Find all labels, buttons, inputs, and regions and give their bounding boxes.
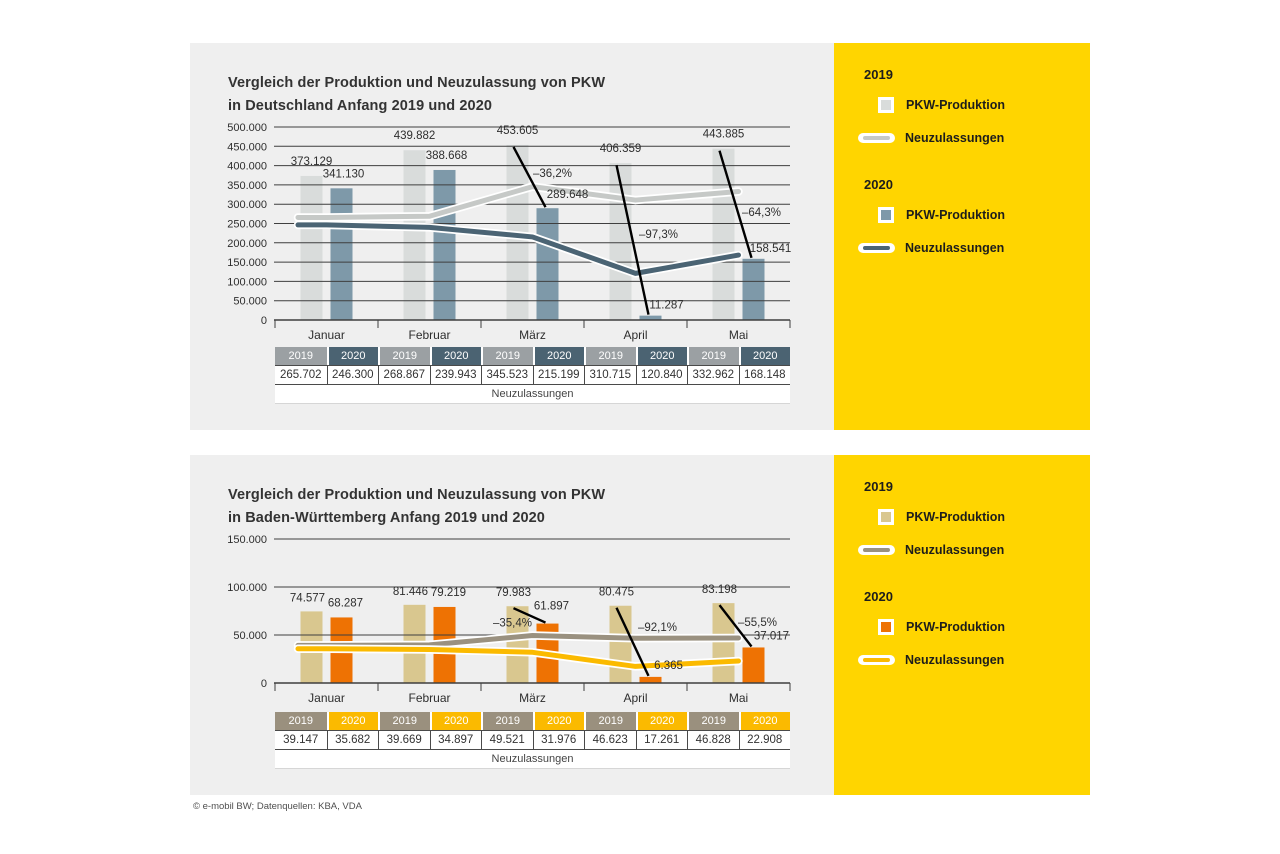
month-label: Januar xyxy=(308,328,345,342)
registrations-value-cell: 239.943 xyxy=(430,366,482,384)
registrations-value-cell: 120.840 xyxy=(636,366,688,384)
registrations-value-cell: 246.300 xyxy=(327,366,379,384)
legend-year-2019: 2019 xyxy=(864,479,893,494)
legend-year-2019: 2019 xyxy=(864,67,893,82)
registrations-value-cell: 268.867 xyxy=(378,366,430,384)
bar-value-label-2019: 443.885 xyxy=(702,128,745,141)
registrations-value-cell: 46.828 xyxy=(687,731,739,749)
bar-value-label-2020: 289.648 xyxy=(546,189,589,202)
y-axis-label: 400.000 xyxy=(227,160,267,173)
table-year-header-2019: 2019 xyxy=(481,347,533,365)
registrations-value-cell: 332.962 xyxy=(687,366,739,384)
legend-item-registrations-2019 xyxy=(858,543,1004,557)
bar-value-label-2020: 68.287 xyxy=(327,597,364,610)
bar-value-label-2020: 79.219 xyxy=(430,586,467,599)
percent-change-label: –36,2% xyxy=(532,168,573,181)
table-year-header-2020: 2020 xyxy=(533,712,585,730)
table-year-header-2020: 2020 xyxy=(430,712,482,730)
legend-panel-deutschland xyxy=(834,43,1090,430)
bar-production-2019 xyxy=(713,603,735,683)
table-year-header-2020: 2020 xyxy=(739,712,791,730)
bar-value-label-2020: 158.541 xyxy=(749,242,792,255)
percent-change-label: –92,1% xyxy=(637,621,678,634)
table-year-header-2020: 2020 xyxy=(533,347,585,365)
month-label: April xyxy=(623,328,648,342)
y-axis-label: 250.000 xyxy=(227,218,267,231)
production-2020-swatch-icon xyxy=(878,207,894,223)
registrations-table-baden-wuerttemberg xyxy=(275,712,790,769)
chart-panel-baden-wuerttemberg xyxy=(190,455,834,795)
registrations-value-cell: 345.523 xyxy=(481,366,533,384)
y-axis-label: 50.000 xyxy=(233,630,267,642)
registrations-table-deutschland xyxy=(275,347,790,404)
y-axis-label: 350.000 xyxy=(227,179,267,192)
bar-value-label-2020: 37.017 xyxy=(753,630,790,643)
bar-production-2020 xyxy=(743,259,765,320)
legend-item-registrations-2020 xyxy=(858,653,1004,667)
bar-value-label-2020: 388.668 xyxy=(425,149,468,162)
table-year-header-2020: 2020 xyxy=(327,347,379,365)
bar-value-label-2019: 453.605 xyxy=(496,124,539,137)
month-label: Mai xyxy=(728,328,749,342)
production-2019-swatch-icon xyxy=(878,509,894,525)
registrations-2020-swatch-icon xyxy=(858,243,895,253)
legend-label-production-2019: PKW-Produktion xyxy=(906,510,1006,524)
percent-change-label: –35,4% xyxy=(492,617,533,630)
y-axis-label: 100.000 xyxy=(227,276,267,289)
table-caption: Neuzulassungen xyxy=(275,385,790,404)
bar-value-label-2020: 61.897 xyxy=(533,600,570,613)
legend-label-production-2019: PKW-Produktion xyxy=(906,98,1006,112)
y-axis-label: 0 xyxy=(260,678,267,690)
registrations-value-cell: 34.897 xyxy=(430,731,482,749)
percent-change-label: –97,3% xyxy=(638,228,679,241)
legend-label-production-2020: PKW-Produktion xyxy=(906,208,1006,222)
registrations-value-cell: 168.148 xyxy=(739,366,791,384)
table-value-row xyxy=(275,365,790,385)
bar-value-label-2019: 79.983 xyxy=(495,587,532,600)
panel-row-deutschland xyxy=(190,43,1090,430)
legend-item-production-2019 xyxy=(858,97,1005,113)
y-axis-label: 300.000 xyxy=(227,199,267,212)
y-axis-label: 100.000 xyxy=(227,582,267,594)
legend-label-registrations-2020: Neuzulassungen xyxy=(905,241,1005,255)
bar-value-label-2019: 74.577 xyxy=(289,592,326,605)
legend-year-2020: 2020 xyxy=(864,177,893,192)
registrations-value-cell: 215.199 xyxy=(533,366,585,384)
legend-label-registrations-2019: Neuzulassungen xyxy=(905,131,1005,145)
table-header-row xyxy=(275,347,790,365)
month-label: Februar xyxy=(408,691,451,705)
table-year-header-2020: 2020 xyxy=(327,712,379,730)
bar-production-2019 xyxy=(404,150,426,320)
legend-year-2020: 2020 xyxy=(864,589,893,604)
y-axis-label: 50.000 xyxy=(233,295,267,308)
source-credit: © e-mobil BW; Datenquellen: KBA, VDA xyxy=(193,801,362,812)
bar-production-2019 xyxy=(713,149,735,320)
table-caption: Neuzulassungen xyxy=(275,750,790,769)
percent-change-label: –55,5% xyxy=(737,616,778,629)
table-year-header-2019: 2019 xyxy=(378,712,430,730)
bar-value-label-2020: 6.365 xyxy=(654,659,683,672)
legend-item-production-2020 xyxy=(858,207,1005,223)
chart-title-line2: in Deutschland Anfang 2019 und 2020 xyxy=(228,98,493,115)
registrations-2019-swatch-icon xyxy=(858,545,895,555)
table-year-header-2020: 2020 xyxy=(739,347,791,365)
registrations-value-cell: 49.521 xyxy=(481,731,533,749)
registrations-2019-swatch-icon xyxy=(858,133,895,143)
bar-value-label-2019: 439.882 xyxy=(393,130,436,143)
chart-panel-deutschland xyxy=(190,43,834,430)
legend-item-registrations-2020 xyxy=(858,241,1004,255)
legend-item-registrations-2019 xyxy=(858,131,1004,145)
table-year-header-2020: 2020 xyxy=(430,347,482,365)
month-label: April xyxy=(623,691,648,705)
table-year-header-2019: 2019 xyxy=(687,347,739,365)
y-axis-label: 200.000 xyxy=(227,237,267,250)
production-2019-swatch-icon xyxy=(878,97,894,113)
registrations-value-cell: 17.261 xyxy=(636,731,688,749)
registrations-value-cell: 39.669 xyxy=(378,731,430,749)
y-axis-label: 0 xyxy=(260,315,267,327)
percent-change-label: –64,3% xyxy=(741,207,782,220)
y-axis-label: 150.000 xyxy=(227,257,267,270)
table-year-header-2019: 2019 xyxy=(584,347,636,365)
table-year-header-2019: 2019 xyxy=(275,712,327,730)
table-year-header-2019: 2019 xyxy=(481,712,533,730)
bar-value-label-2019: 373.129 xyxy=(290,155,333,168)
chart-title-line1: Vergleich der Produktion und Neuzulassung von PKW xyxy=(228,75,606,92)
month-label: Februar xyxy=(408,328,451,342)
table-year-header-2019: 2019 xyxy=(584,712,636,730)
bar-production-2020 xyxy=(743,647,765,683)
bar-production-2020 xyxy=(640,677,662,683)
bar-value-label-2019: 406.359 xyxy=(599,143,642,156)
legend-label-production-2020: PKW-Produktion xyxy=(906,620,1006,634)
table-value-row xyxy=(275,730,790,750)
registrations-value-cell: 22.908 xyxy=(739,731,791,749)
bar-production-2020 xyxy=(537,208,559,320)
table-header-row xyxy=(275,712,790,730)
y-axis-label: 500.000 xyxy=(227,122,267,134)
chart-title-line2: in Baden-Württemberg Anfang 2019 und 2020 xyxy=(228,510,545,527)
bar-value-label-2019: 81.446 xyxy=(392,585,429,598)
legend-panel-baden-wuerttemberg xyxy=(834,455,1090,795)
legend-label-registrations-2019: Neuzulassungen xyxy=(905,543,1005,557)
registrations-2020-swatch-icon xyxy=(858,655,895,665)
bar-value-label-2020: 341.130 xyxy=(322,168,365,181)
bar-production-2019 xyxy=(301,176,323,320)
bar-production-2020 xyxy=(434,170,456,320)
table-year-header-2020: 2020 xyxy=(636,712,688,730)
month-label: März xyxy=(519,691,546,705)
registrations-value-cell: 39.147 xyxy=(283,734,319,746)
registrations-value-cell: 31.976 xyxy=(533,731,585,749)
registrations-value-cell: 46.623 xyxy=(584,731,636,749)
legend-label-registrations-2020: Neuzulassungen xyxy=(905,653,1005,667)
bar-value-label-2020: 11.287 xyxy=(649,299,684,312)
panel-row-baden-wuerttemberg xyxy=(190,455,1090,795)
table-year-header-2019: 2019 xyxy=(378,347,430,365)
registrations-value-cell: 35.682 xyxy=(327,731,379,749)
table-year-header-2020: 2020 xyxy=(636,347,688,365)
bar-value-label-2019: 80.475 xyxy=(598,586,635,599)
registrations-value-cell: 310.715 xyxy=(584,366,636,384)
month-label: März xyxy=(519,328,546,342)
registrations-value-cell: 265.702 xyxy=(279,369,322,381)
y-axis-label: 150.000 xyxy=(227,534,267,546)
table-year-header-2019: 2019 xyxy=(275,347,327,365)
table-year-header-2019: 2019 xyxy=(687,712,739,730)
legend-item-production-2019 xyxy=(858,509,1005,525)
production-2020-swatch-icon xyxy=(878,619,894,635)
month-label: Januar xyxy=(308,691,345,705)
chart-title-line1: Vergleich der Produktion und Neuzulassung von PKW xyxy=(228,487,606,504)
month-label: Mai xyxy=(728,691,749,705)
bar-value-label-2019: 83.198 xyxy=(701,584,738,597)
legend-item-production-2020 xyxy=(858,619,1005,635)
y-axis-label: 450.000 xyxy=(227,141,267,154)
